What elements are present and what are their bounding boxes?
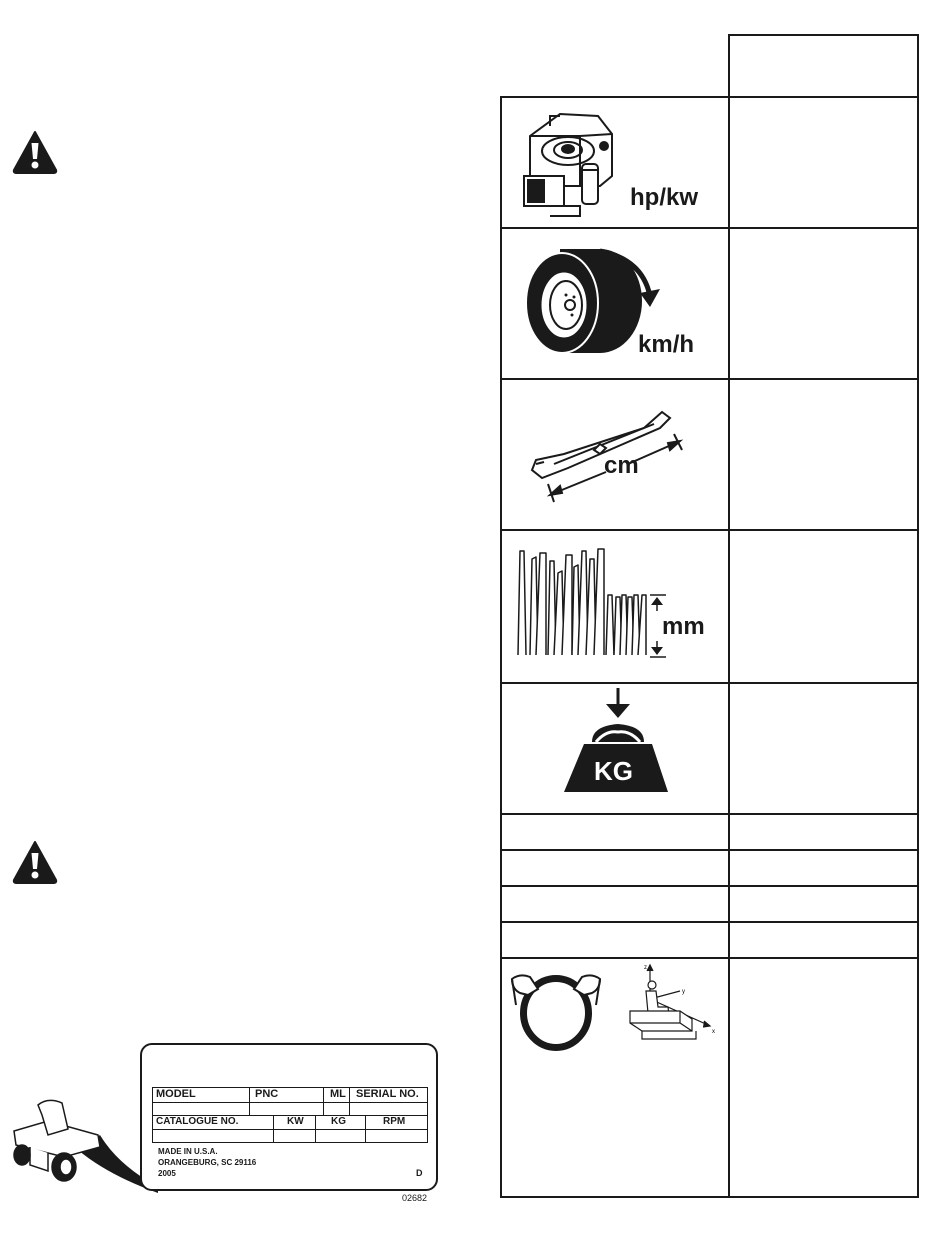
catalogue-label: CATALOGUE NO. [156,1116,239,1127]
vibration-icon-cell [500,957,730,1198]
width-unit-label: cm [604,452,639,479]
blank-row-4-left [500,921,730,959]
kw-label: KW [287,1116,304,1127]
figure-number: 02682 [402,1193,428,1203]
grass-icon-cell [500,529,730,684]
wheel-icon-cell [500,227,730,380]
blank-row-2-left [500,849,730,887]
power-unit-label: hp/kw [630,184,699,211]
blank-row-3-left [500,885,730,923]
serial-label: SERIAL NO. [356,1088,419,1100]
plate-code-label: D [416,1168,423,1178]
year-label: 2005 [158,1169,176,1178]
engine-icon [520,106,620,221]
ml-label: ML [330,1088,346,1100]
model-label: MODEL [156,1088,196,1100]
blank-row-3-right [728,885,919,923]
wheel-value-cell [728,227,919,380]
blank-row-4-right [728,921,919,959]
axis-y-label: y [682,989,685,995]
city-label: ORANGEBURG, SC 29116 [158,1158,257,1167]
axis-z-label: z [644,965,647,971]
pnc-label: PNC [255,1088,279,1100]
kg-label: KG [331,1116,346,1127]
blade-value-cell [728,378,919,531]
seat-vibration-icon [620,961,730,1051]
steering-wheel-vibration-icon [508,965,608,1051]
axis-x-label: x [712,1029,715,1035]
grass-value-cell [728,529,919,684]
blank-row-1-left [500,813,730,851]
lawn-tractor-icon [8,1095,158,1195]
warning-icon-top [12,130,58,174]
weight-unit-label: KG [594,756,633,786]
made-in-label: MADE IN U.S.A. [158,1147,218,1156]
weight-value-cell [728,682,919,815]
label-plate-grid [152,1087,428,1143]
vibration-value-cell [728,957,919,1198]
engine-value-cell [728,96,919,229]
rpm-label: RPM [383,1116,406,1127]
blank-row-2-right [728,849,919,887]
weight-icon-cell [500,682,730,815]
engine-icon-cell [500,96,730,229]
warning-icon-bottom [12,840,58,884]
height-unit-label: mm [662,613,705,640]
speed-unit-label: km/h [638,331,695,358]
table-header-cell [728,34,919,98]
cutting-height-icon [516,543,666,663]
blade-icon-cell [500,378,730,531]
model-label-plate [140,1043,438,1191]
blank-row-1-right [728,813,919,851]
